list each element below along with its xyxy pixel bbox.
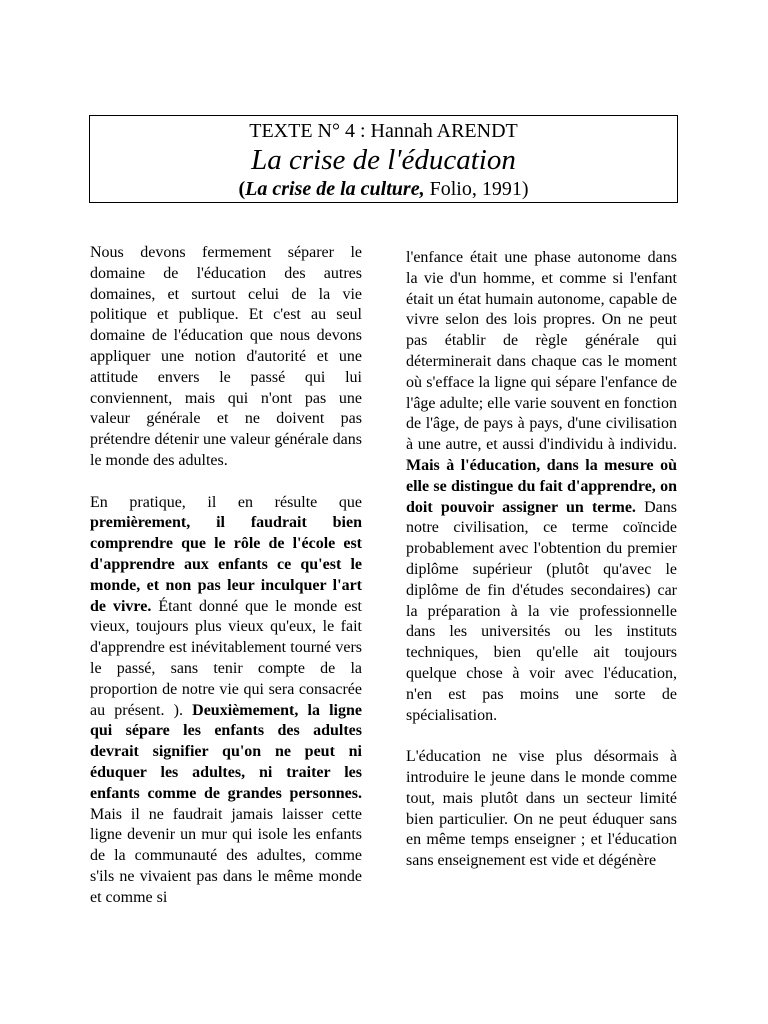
left-p2-intro: En pratique, il en résulte que: [90, 493, 362, 511]
right-p1-education-term: Mais à l'éducation, dans la mesure où elle se distingue du fait d'apprendre, on doit pouvoir assigner un terme.: [406, 456, 677, 516]
right-paragraph-1: [406, 248, 677, 726]
left-p2-explanation: Étant donné que le monde est vieux, toujours plus vieux qu'eux, le fait d'apprendre est inévitablement tourné vers le passé, sans tenir compte de la proportion de notre vie qui sera consacrée au présent. ).: [90, 597, 363, 719]
right-p1-rest: Dans notre civilisation, ce terme coïncide probablement avec l'obtention du premier diplôme supérieur (plutôt qu'avec le diplôme de fin d'études secondaires) car la préparation à la vie professionnelle dans les universités ou les instituts techniques, bien qu'elle ait toujours quelque chose à voir avec l'éducation, n'en est pas moins une sorte de spécialisation.: [406, 498, 677, 724]
left-paragraph-2: [90, 493, 362, 909]
title-box: [89, 115, 678, 203]
source-open-paren: (: [238, 178, 246, 200]
left-column: [90, 243, 362, 909]
source-citation: [90, 177, 677, 201]
document-title: La crise de l'éducation: [251, 144, 516, 176]
left-p2-continuation: Mais il ne faudrait jamais laisser cette ligne devenir un mur qui isole les enfants de la communauté des adultes, comme s'ils ne vivaient pas dans le même monde et comme si: [90, 805, 362, 906]
text-number-author: TEXTE N° 4 : Hannah ARENDT: [249, 120, 518, 142]
source-book-title: La crise de la culture,: [245, 178, 425, 200]
right-paragraph-2: L'éducation ne vise plus désormais à introduire le jeune dans le monde comme tout, mais plutôt dans un secteur limité bien particulier. On ne peut éduquer sans en même temps enseigner ; et l'éducation sans enseignement est vide et dégénère: [406, 748, 677, 870]
right-column: [406, 248, 677, 872]
left-p2-first-point: premièrement, il faudrait bien comprendre que le rôle de l'école est d'apprendre aux enfants ce qu'est le monde, et non pas leur inculquer l'art de vivre.: [90, 514, 362, 615]
left-p2-second-point: Deuxièmement, la ligne qui sépare les enfants des adultes devrait signifier qu'on ne peut ni éduquer les adultes, ni traiter les enfants comme de grandes personnes.: [90, 701, 362, 802]
left-paragraph-1: Nous devons fermement séparer le domaine de l'éducation des autres domaines, et surtout celui de la vie politique et publique. Et c'est au seul domaine de l'éducation que nous devons appliquer une notion d'autorité et une attitude envers le passé qui lui conviennent, mais qui n'ont pas une valeur générale et ne doivent pas prétendre détenir une valeur générale dans le monde des adultes.: [90, 244, 362, 469]
source-publisher-year: Folio, 1991): [424, 178, 529, 200]
right-p1-start: l'enfance était une phase autonome dans la vie d'un homme, et comme si l'enfant était un état humain autonome, capable de vivre selon des lois propres. On ne peut pas établir de règle générale qui déterminerait dans chaque cas le moment où s'efface la ligne qui sépare l'enfance de l'âge adulte; elle varie souvent en fonction de l'âge, de pays à pays, d'une civilisation à une autre, et aussi d'individu à individu.: [406, 249, 677, 454]
